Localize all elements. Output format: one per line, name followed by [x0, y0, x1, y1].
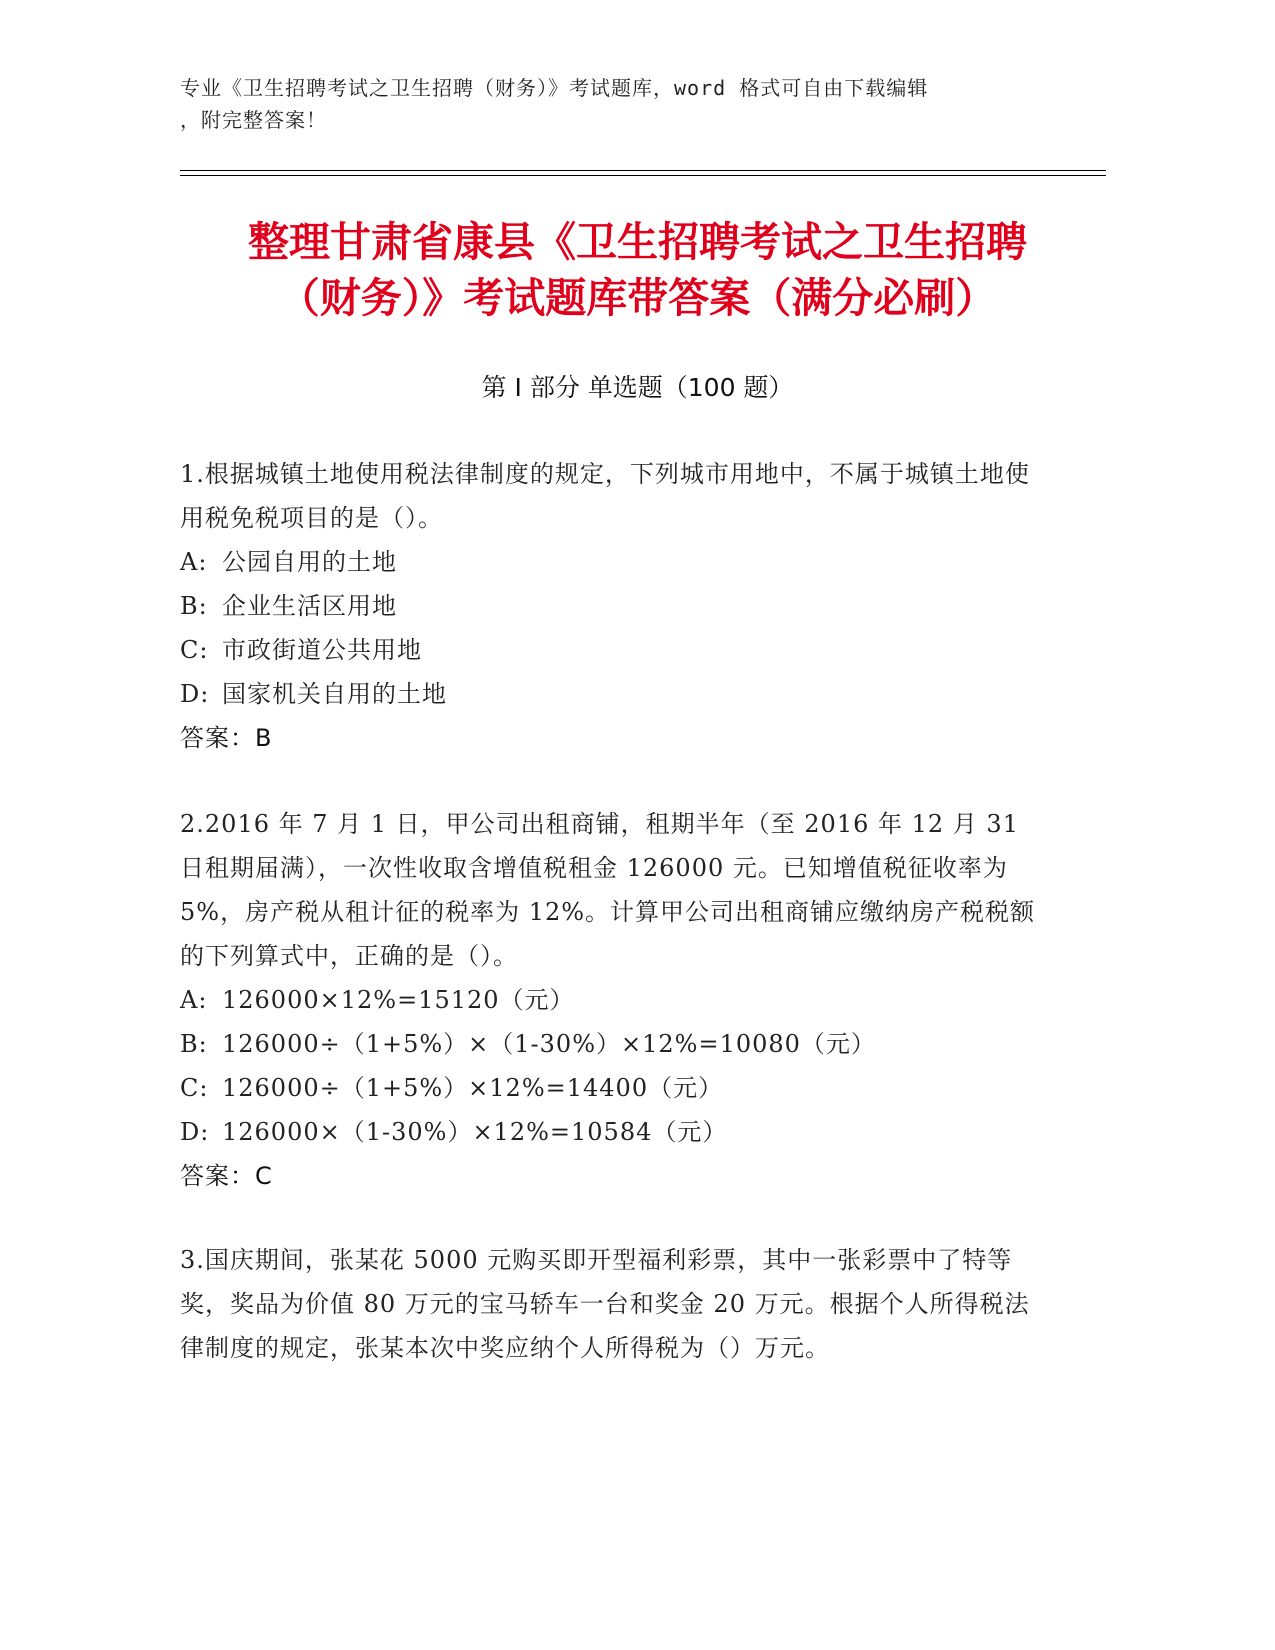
option-text: 126000×（1-30%）×12%=10584（元） [222, 1118, 728, 1146]
option-letter: A: [180, 548, 208, 576]
option-a [180, 540, 1040, 584]
question-block [180, 452, 1040, 760]
option-text: 企业生活区用地 [222, 592, 397, 620]
option-b [180, 1022, 1040, 1066]
option-b [180, 584, 1040, 628]
header-divider-bottom [180, 175, 1106, 176]
option-d [180, 1110, 1040, 1154]
option-text: 126000÷（1+5%）×（1-30%）×12%=10080（元） [222, 1030, 876, 1058]
document-title [150, 214, 1125, 326]
option-text: 126000÷（1+5%）×12%=14400（元） [222, 1074, 724, 1102]
answer-line: 答案：C [180, 1162, 273, 1190]
option-letter: A: [180, 986, 208, 1014]
section-heading: 第 I 部分 单选题（100 题） [481, 373, 794, 402]
answer-line: 答案：B [180, 724, 273, 752]
option-letter: C: [180, 1074, 209, 1102]
question-stem: 1.根据城镇土地使用税法律制度的规定，下列城市用地中，不属于城镇土地使用税免税项目的是（）。 [180, 460, 1030, 532]
option-letter: C: [180, 636, 209, 664]
title-line-2: （财务）》考试题库带答案（满分必刷） [278, 274, 997, 322]
option-d [180, 672, 1040, 716]
question-block [180, 1238, 1040, 1370]
option-letter: B: [180, 1030, 208, 1058]
option-c [180, 1066, 1040, 1110]
option-text: 126000×12%=15120（元） [222, 986, 575, 1014]
question-block [180, 802, 1040, 1198]
option-text: 公园自用的土地 [222, 548, 397, 576]
option-a [180, 978, 1040, 1022]
option-letter: D: [180, 680, 210, 708]
intro-line-2: ，附完整答案！ [180, 108, 327, 132]
option-letter: B: [180, 592, 208, 620]
question-stem: 2.2016 年 7 月 1 日，甲公司出租商铺，租期半年（至 2016 年 12 月 31 日租期届满），一次性收取含增值税租金 126000 元。已知增值税征收率为 5%，房产税从租计征的税率为 12%。计算甲公司出租商铺应缴纳房产税税额的下列算式中，正确的是（）。 [180, 810, 1036, 970]
option-c [180, 628, 1040, 672]
title-line-1: 整理甘肃省康县《卫生招聘考试之卫生招聘 [248, 218, 1027, 266]
option-letter: D: [180, 1118, 210, 1146]
question-stem: 3.国庆期间，张某花 5000 元购买即开型福利彩票，其中一张彩票中了特等奖，奖品为价值 80 万元的宝马轿车一台和奖金 20 万元。根据个人所得税法律制度的规定，张某本次中奖应纳个人所得税为（）万元。 [180, 1246, 1030, 1362]
option-text: 市政街道公共用地 [222, 636, 422, 664]
intro-line-1: 专业《卫生招聘考试之卫生招聘（财务）》考试题库，word 格式可自由下载编辑 [180, 76, 929, 100]
option-text: 国家机关自用的土地 [222, 680, 447, 708]
intro-text [180, 72, 1040, 136]
header-divider-top [180, 170, 1106, 171]
